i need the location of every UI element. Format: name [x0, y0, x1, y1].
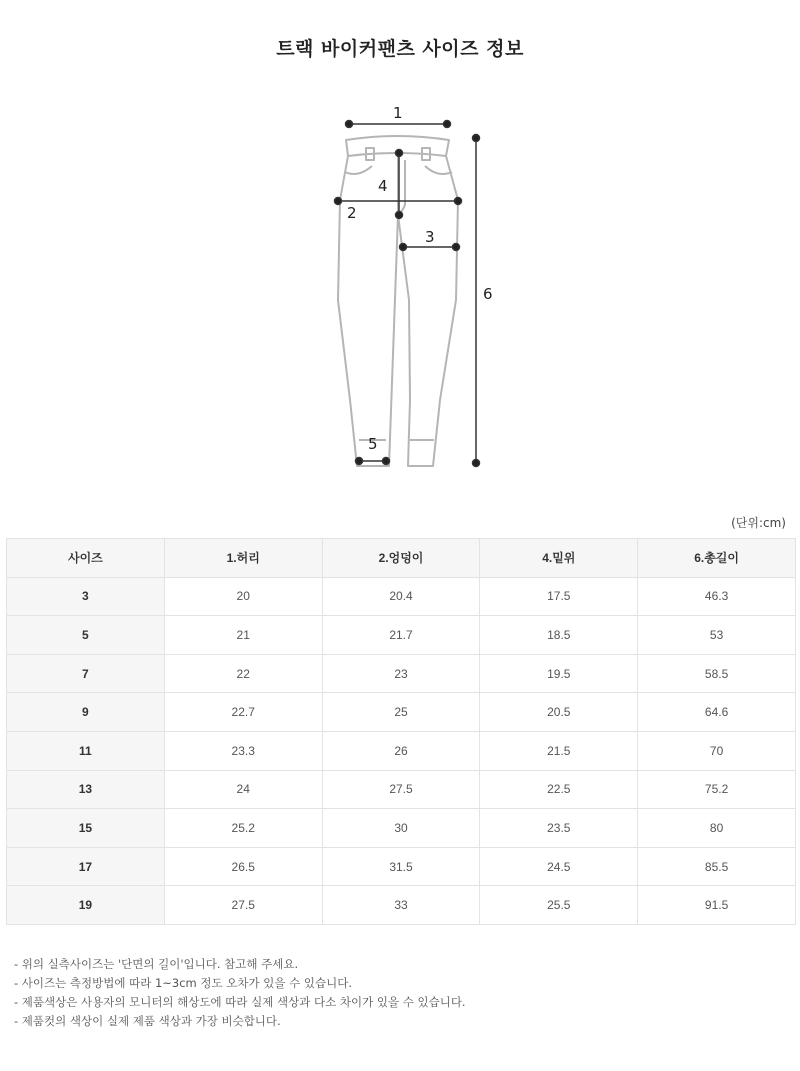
rise-cell: 23.5 [480, 809, 638, 848]
measure-line-4 [396, 150, 403, 219]
size-cell: 11 [7, 731, 165, 770]
waist-cell: 26.5 [164, 847, 322, 886]
rise-cell: 20.5 [480, 693, 638, 732]
header-hip: 2.엉덩이 [322, 539, 480, 578]
pants-measurement-diagram [0, 95, 800, 485]
table-header-row [7, 539, 796, 578]
measure-line-5 [356, 458, 390, 465]
table-row [7, 886, 796, 925]
measure-label-5: 5 [368, 435, 378, 453]
table-row [7, 577, 796, 616]
measure-label-2: 2 [347, 204, 357, 222]
measure-label-4: 4 [378, 177, 388, 195]
rise-cell: 18.5 [480, 616, 638, 655]
waist-cell: 27.5 [164, 886, 322, 925]
total-length-cell: 75.2 [638, 770, 796, 809]
rise-cell: 21.5 [480, 731, 638, 770]
size-cell: 19 [7, 886, 165, 925]
total-length-cell: 91.5 [638, 886, 796, 925]
rise-cell: 19.5 [480, 654, 638, 693]
measure-label-3: 3 [425, 228, 435, 246]
table-row [7, 731, 796, 770]
size-cell: 17 [7, 847, 165, 886]
waist-cell: 24 [164, 770, 322, 809]
measure-line-6 [473, 135, 480, 467]
header-waist: 1.허리 [164, 539, 322, 578]
rise-cell: 22.5 [480, 770, 638, 809]
total-length-cell: 80 [638, 809, 796, 848]
pants-illustration [338, 136, 458, 466]
size-cell: 5 [7, 616, 165, 655]
note-line: - 제품색상은 사용자의 모니터의 해상도에 따라 실제 색상과 다소 차이가 있을 수 있습니다. [14, 995, 466, 1009]
hip-cell: 31.5 [322, 847, 480, 886]
unit-label: (단위:cm) [731, 516, 786, 530]
rise-cell: 24.5 [480, 847, 638, 886]
size-cell: 9 [7, 693, 165, 732]
total-length-cell: 85.5 [638, 847, 796, 886]
hip-cell: 21.7 [322, 616, 480, 655]
size-cell: 13 [7, 770, 165, 809]
total-length-cell: 53 [638, 616, 796, 655]
hip-cell: 33 [322, 886, 480, 925]
hip-cell: 30 [322, 809, 480, 848]
hip-cell: 25 [322, 693, 480, 732]
hip-cell: 27.5 [322, 770, 480, 809]
header-total-length: 6.총길이 [638, 539, 796, 578]
total-length-cell: 46.3 [638, 577, 796, 616]
waist-cell: 25.2 [164, 809, 322, 848]
header-size: 사이즈 [7, 539, 165, 578]
page-title: 트랙 바이커팬츠 사이즈 정보 [276, 38, 524, 60]
table-row [7, 654, 796, 693]
table-row [7, 770, 796, 809]
hip-cell: 20.4 [322, 577, 480, 616]
waist-cell: 20 [164, 577, 322, 616]
rise-cell: 25.5 [480, 886, 638, 925]
size-table [6, 538, 796, 925]
table-row [7, 693, 796, 732]
note-line: - 위의 실측사이즈는 '단면의 길이'입니다. 참고해 주세요. [14, 957, 299, 971]
total-length-cell: 58.5 [638, 654, 796, 693]
hip-cell: 26 [322, 731, 480, 770]
measure-label-6: 6 [483, 285, 493, 303]
size-cell: 15 [7, 809, 165, 848]
table-row [7, 809, 796, 848]
size-cell: 3 [7, 577, 165, 616]
note-line: - 사이즈는 측정방법에 따라 1~3cm 정도 오차가 있을 수 있습니다. [14, 976, 353, 990]
measure-label-1: 1 [393, 104, 403, 122]
waist-cell: 21 [164, 616, 322, 655]
waist-cell: 22 [164, 654, 322, 693]
waist-cell: 23.3 [164, 731, 322, 770]
header-rise: 4.밑위 [480, 539, 638, 578]
table-row [7, 616, 796, 655]
waist-cell: 22.7 [164, 693, 322, 732]
size-cell: 7 [7, 654, 165, 693]
total-length-cell: 70 [638, 731, 796, 770]
total-length-cell: 64.6 [638, 693, 796, 732]
rise-cell: 17.5 [480, 577, 638, 616]
note-line: - 제품컷의 색상이 실제 제품 색상과 가장 비슷합니다. [14, 1014, 281, 1028]
table-row [7, 847, 796, 886]
notes [14, 955, 466, 1031]
hip-cell: 23 [322, 654, 480, 693]
